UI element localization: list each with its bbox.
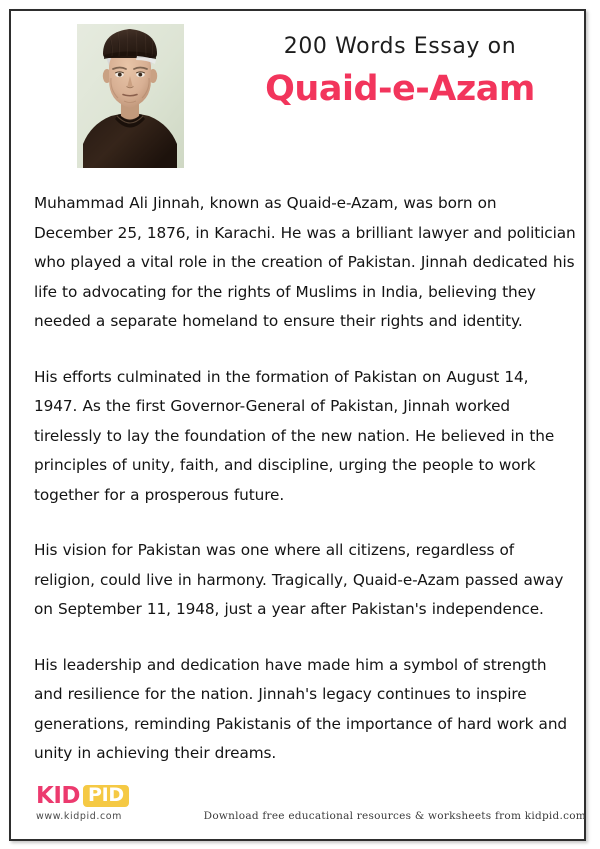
page-title: Quaid-e-Azam: [265, 69, 535, 110]
page-frame: [9, 9, 586, 841]
essay-body: [34, 189, 576, 769]
footer-attribution: Download free educational resources & worksheets from kidpid.com: [203, 810, 586, 822]
essay-kicker: 200 Words Essay on: [283, 34, 517, 59]
portrait-image: [77, 24, 184, 168]
footer: [22, 780, 595, 828]
essay-paragraph: His vision for Pakistan was one where all citizens, regardless of religion, could live in harmony. Tragically, Quaid-e-Azam passed away on September 11, 1948, just a year after Pakistan's independence.: [34, 541, 564, 618]
logo-website-url: www.kidpid.com: [36, 811, 123, 822]
essay-paragraph: Muhammad Ali Jinnah, known as Quaid-e-Azam, was born on December 25, 1876, in Karachi. He was a brilliant lawyer and politician who played a vital role in the creation of Pakistan. Jinnah dedicated his life to advocating for the rights of Muslims in India, believing they needed a separate homeland to ensure their rights and identity.: [34, 194, 576, 330]
logo-text-kid: KID: [36, 782, 80, 809]
title-block: [226, 35, 574, 108]
logo-text-pid: PID: [83, 785, 129, 808]
essay-paragraph: His leadership and dedication have made him a symbol of strength and resilience for the nation. Jinnah's legacy continues to inspire generations, reminding Pakistanis of the importance of hard work and unity in achieving their dreams.: [34, 655, 568, 762]
kidpid-logo[interactable]: [36, 783, 156, 822]
essay-paragraph: His efforts culminated in the formation of Pakistan on August 14, 1947. As the first Governor-General of Pakistan, Jinnah worked tirelessly to lay the foundation of the new nation. He believed in the principles of unity, faith, and discipline, urging the people to work together for a prosperous future.: [34, 367, 555, 504]
jinnah-portrait-illustration: [77, 24, 184, 168]
header: [11, 11, 584, 179]
